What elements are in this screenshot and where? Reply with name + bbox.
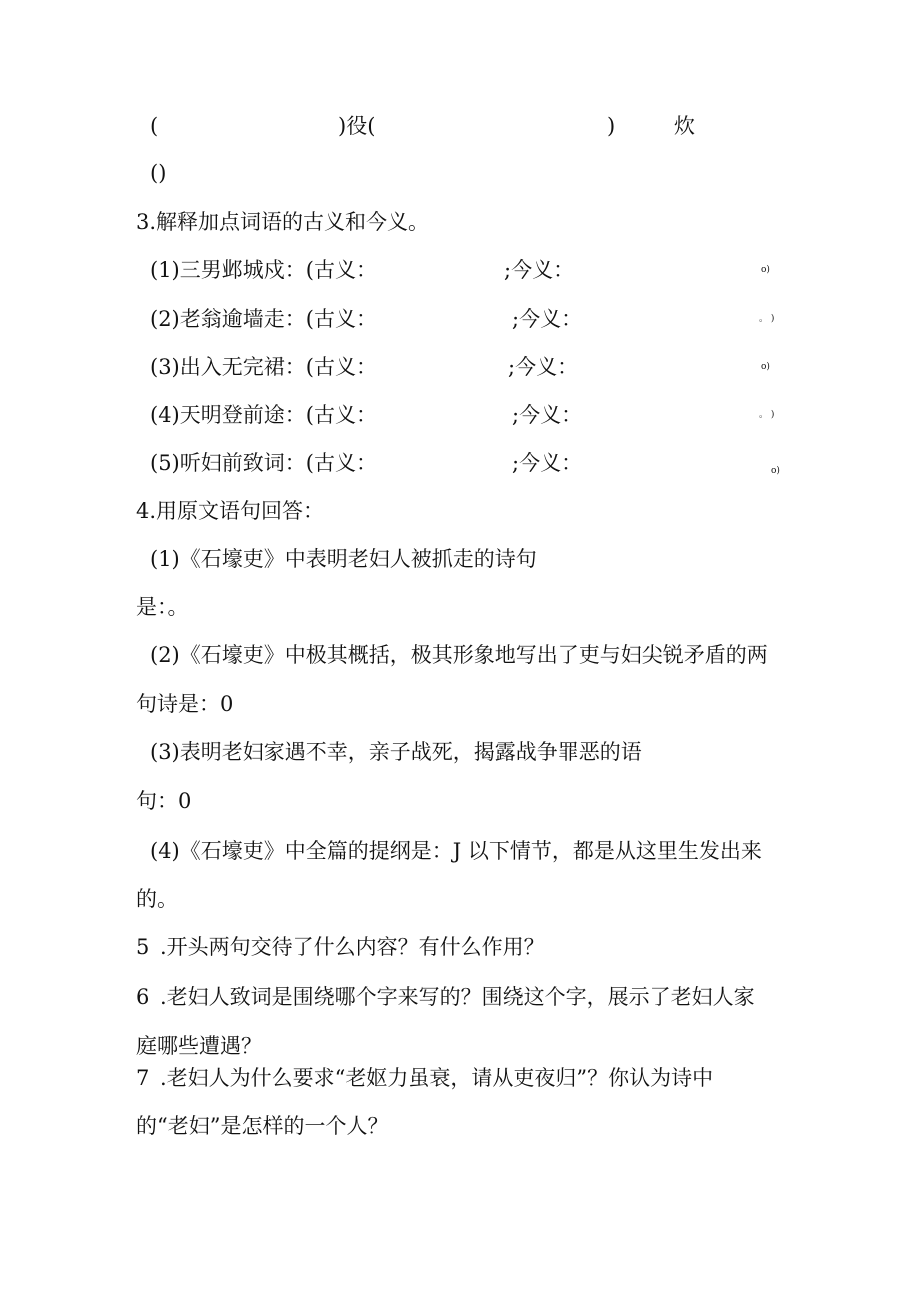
q3-item-1-mid: ;今义： [504, 258, 575, 282]
q4-sub4-line1: (4)《石壕吏》中全篇的提纲是：J 以下情节，都是从这里生发出来 [150, 839, 762, 863]
q4-sub4-line2: 的。 [136, 887, 178, 911]
q3-item-1-label: (1)三男邺城戍：(古义： [150, 258, 377, 282]
q3-item-4-mid: ;今义： [512, 403, 583, 427]
q3-item-2-label: (2)老翁逾墙走：(古义： [150, 307, 377, 331]
q3-item-2-end: 。 ) [759, 314, 775, 324]
word-chui: 炊 [674, 114, 695, 138]
q3-heading: 3.解释加点词语的古义和今义。 [136, 210, 430, 234]
q3-item-2-mid: ;今义： [512, 307, 583, 331]
q3-item-4-label: (4)天明登前途：(古义： [150, 403, 377, 427]
word-yi-with-paren: )役( [338, 114, 376, 138]
q3-item-1-end: o) [761, 265, 770, 275]
q4-sub3-line1: (3)表明老妇家遇不幸，亲子战死，揭露战争罪恶的语 [150, 740, 642, 764]
q7-line2: 的“老妇”是怎样的一个人？ [136, 1114, 389, 1138]
blank-open-paren: ( [150, 114, 159, 138]
q4-sub1-line1: (1)《石壕吏》中表明老妇人被抓走的诗句 [150, 547, 537, 571]
q6-line1: .老妇人致词是围绕哪个字来写的？围绕这个字，展示了老妇人家 [160, 985, 755, 1009]
q6-line2: 庭哪些遭遇？ [136, 1034, 262, 1058]
q5-text: .开头两句交待了什么内容？有什么作用？ [160, 935, 545, 959]
q4-sub2-line1: (2)《石壕吏》中极其概括，极其形象地写出了吏与妇尖锐矛盾的两 [150, 643, 768, 667]
q3-item-3-label: (3)出入无完裙：(古义： [150, 355, 377, 379]
blank-close-paren: ) [607, 114, 616, 138]
q3-item-5-end: o) [771, 466, 780, 476]
q4-sub3-line2: 句：0 [136, 789, 192, 813]
empty-parens: () [150, 161, 167, 185]
q4-sub1-line2: 是：。 [136, 595, 189, 619]
q3-item-3-end: o) [761, 362, 770, 372]
q3-item-4-end: 。 ) [759, 410, 775, 420]
q3-item-5-mid: ;今义： [512, 451, 583, 475]
q5-number: 5 [136, 935, 150, 959]
q7-number: 7 [136, 1066, 150, 1090]
q3-item-5-label: (5)听妇前致词：(古义： [150, 451, 377, 475]
q4-sub2-line2: 句诗是：0 [136, 692, 234, 716]
q6-number: 6 [136, 985, 150, 1009]
q4-heading: 4.用原文语句回答： [136, 499, 325, 523]
q7-line1: .老妇人为什么要求“老妪力虽衰，请从吏夜归”？你认为诗中 [160, 1066, 714, 1090]
q3-item-3-mid: ;今义： [508, 355, 579, 379]
